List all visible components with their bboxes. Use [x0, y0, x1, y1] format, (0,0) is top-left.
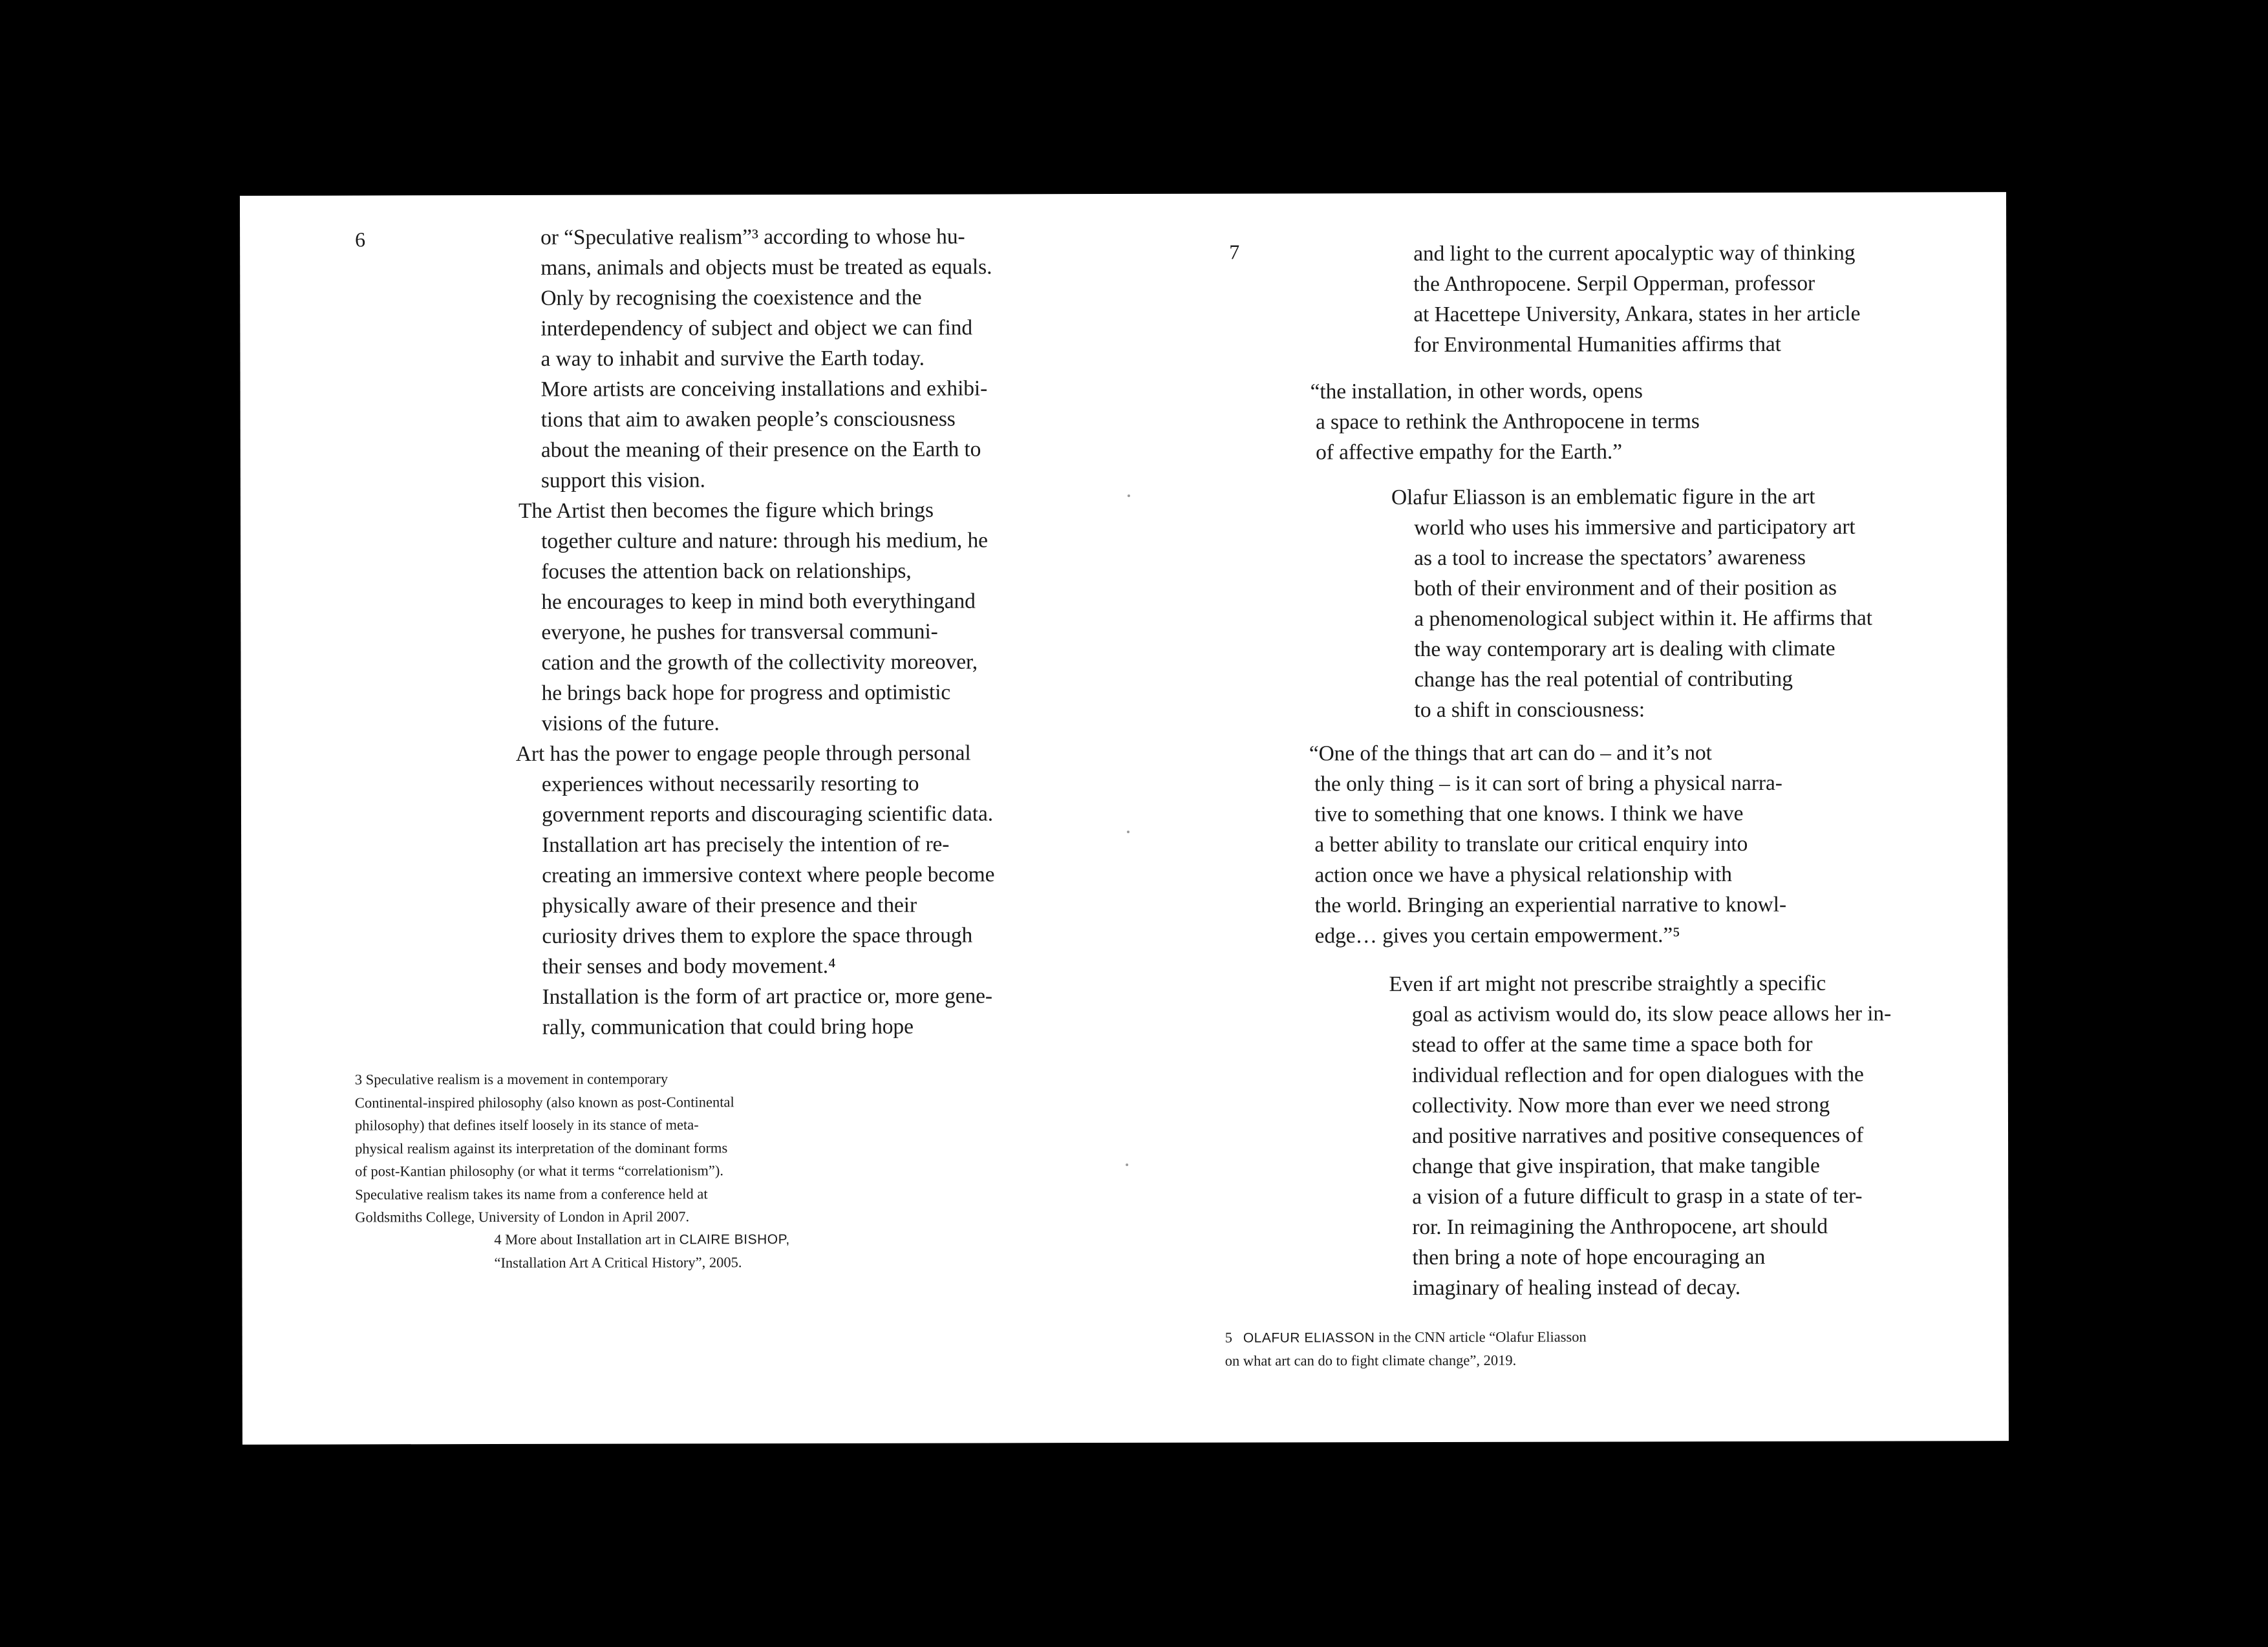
text-line: a way to inhabit and survive the Earth today. [540, 346, 925, 371]
text-line: the world. Bringing an experiential narrative to knowl- [1309, 892, 1787, 918]
text-line: at Hacettepe University, Ankara, states in her article [1413, 301, 1861, 327]
text-line: creating an immersive context where people become [542, 862, 995, 887]
text-line: he encourages to keep in mind both everythingand [541, 589, 976, 614]
text-line: world who uses his immersive and participatory art [1414, 515, 1856, 540]
paragraph [1389, 968, 1892, 1304]
text-line: stead to offer at the same time a space both for [1411, 1032, 1813, 1057]
text-line: their senses and body movement.⁴ [542, 953, 836, 979]
text-line: The Artist then becomes the figure which brings [518, 498, 934, 523]
footnote-line: physical realism against its interpretation of the dominant forms [355, 1139, 728, 1156]
text-line: he brings back hope for progress and optimistic [541, 680, 951, 705]
text-line: cation and the growth of the collectivity moreover, [541, 650, 978, 675]
text-line: action once we have a physical relationship with [1309, 862, 1732, 887]
paragraph [1413, 238, 1860, 360]
footnote [494, 1227, 790, 1274]
text-line: curiosity drives them to explore the space through [542, 923, 973, 948]
text-line: individual reflection and for open dialogues with the [1411, 1062, 1864, 1088]
footnote-text: 4 More about Installation art in [494, 1231, 679, 1248]
footnote-line: of post-Kantian philosophy (or what it terms “correlationism”). [355, 1162, 724, 1180]
text-line: a phenomenological subject within it. He affirms that [1414, 606, 1872, 632]
text-line: tive to something that one knows. I think we have [1309, 801, 1744, 827]
text-line: the only thing – is it can sort of bring a physical narra- [1309, 770, 1782, 796]
text-line: a vision of a future difficult to grasp in a state of ter- [1412, 1184, 1863, 1209]
text-line: collectivity. Now more than ever we need strong [1411, 1092, 1830, 1118]
paragraph [1391, 482, 1872, 726]
footnote-line: 3 Speculative realism is a movement in contemporary [354, 1070, 669, 1088]
text-line: the Anthropocene. Serpil Opperman, professor [1413, 271, 1815, 297]
author-name: CLAIRE BISHOP, [679, 1232, 790, 1248]
text-line: “One of the things that art can do – and it’s not [1309, 741, 1712, 766]
block-quote [1311, 376, 1700, 467]
scan-speck [1128, 494, 1130, 497]
text-line: ror. In reimagining the Anthropocene, art should [1412, 1214, 1828, 1240]
text-line: and positive narratives and positive consequences of [1411, 1123, 1864, 1149]
text-line: a better ability to translate our critical enquiry into [1309, 831, 1748, 857]
text-line: to a shift in consciousness: [1414, 697, 1645, 723]
page-number: 6 [355, 228, 366, 251]
text-line: everyone, he pushes for transversal communi- [541, 619, 938, 644]
text-line: Olafur Eliasson is an emblematic figure in the art [1391, 484, 1815, 510]
text-line: about the meaning of their presence on the Earth to [540, 437, 981, 462]
paragraph [519, 494, 989, 739]
paragraph [516, 738, 995, 1043]
paragraph [540, 221, 992, 495]
footnote-line [1225, 1326, 1587, 1350]
text-line: both of their environment and of their position as [1414, 575, 1837, 601]
footnote-line: Continental-inspired philosophy (also known as post-Continental [354, 1093, 734, 1110]
text-line: goal as activism would do, its slow peace allows her in- [1411, 1001, 1892, 1027]
footnote-line: philosophy) that defines itself loosely in its stance of meta- [354, 1116, 699, 1134]
text-line: rally, communication that could bring hope [542, 1014, 914, 1039]
text-line: mans, animals and objects must be treated as equals. [540, 255, 992, 280]
text-line: for Environmental Humanities affirms that [1413, 332, 1781, 357]
text-line: experiences without necessarily resorting to [541, 771, 919, 796]
text-line: Installation is the form of art practice or, more gene- [542, 984, 993, 1009]
author-name: OLAFUR ELIASSON [1243, 1330, 1375, 1346]
footnote-line: Speculative realism takes its name from a conference held at [355, 1185, 708, 1202]
text-line: the way contemporary art is dealing with climate [1414, 636, 1835, 662]
footnote [1225, 1326, 1587, 1372]
page-number: 7 [1229, 240, 1240, 264]
text-line: interdependency of subject and object we can find [540, 315, 973, 341]
text-line: government reports and discouraging scientific data. [541, 802, 994, 827]
text-line: Art has the power to engage people through personal [515, 741, 971, 766]
text-line: change has the real potential of contributing [1414, 666, 1793, 692]
text-line: support this vision. [540, 468, 705, 493]
text-line: change that give inspiration, that make tangible [1412, 1153, 1820, 1179]
footnote-text: 5 [1225, 1329, 1243, 1346]
text-line: Even if art might not prescribe straightly a specific [1389, 971, 1826, 997]
scan-speck [1127, 831, 1129, 833]
text-line: physically aware of their presence and their [542, 893, 917, 918]
block-quote [1309, 738, 1786, 951]
text-line: visions of the future. [541, 711, 720, 736]
footnote [355, 1067, 734, 1229]
text-line: then bring a note of hope encouraging an [1412, 1244, 1766, 1270]
text-line: More artists are conceiving installations and exhibi- [540, 376, 988, 401]
book-spread [240, 192, 2009, 1445]
text-line: Only by recognising the coexistence and the [540, 285, 922, 310]
text-line: as a tool to increase the spectators’ awareness [1414, 545, 1806, 571]
scan-speck [1126, 1164, 1128, 1166]
footnote-line: “Installation Art A Critical History”, 2005. [494, 1253, 742, 1271]
text-line: or “Speculative realism”³ according to whose hu- [540, 224, 965, 250]
text-line: together culture and nature: through his medium, he [541, 528, 988, 553]
text-line: focuses the attention back on relationships, [541, 558, 912, 584]
text-line: tions that aim to awaken people’s consciousness [540, 407, 956, 432]
text-line: imaginary of healing instead of decay. [1412, 1275, 1741, 1301]
footnote-text: in the CNN article “Olafur Eliasson [1375, 1328, 1587, 1346]
text-line: edge… gives you certain empowerment.”⁵ [1309, 923, 1680, 948]
footnote-line: Goldsmiths College, University of London in April 2007. [355, 1208, 690, 1226]
footnote-line: on what art can do to fight climate change”, 2019. [1225, 1352, 1517, 1369]
text-line: a space to rethink the Anthropocene in terms [1310, 409, 1700, 434]
text-line: and light to the current apocalyptic way of thinking [1413, 240, 1856, 266]
text-line: Installation art has precisely the intention of re- [542, 832, 950, 857]
text-line: “the installation, in other words, opens [1310, 379, 1643, 404]
text-line: of affective empathy for the Earth.” [1310, 440, 1622, 465]
footnote-line [494, 1227, 789, 1251]
